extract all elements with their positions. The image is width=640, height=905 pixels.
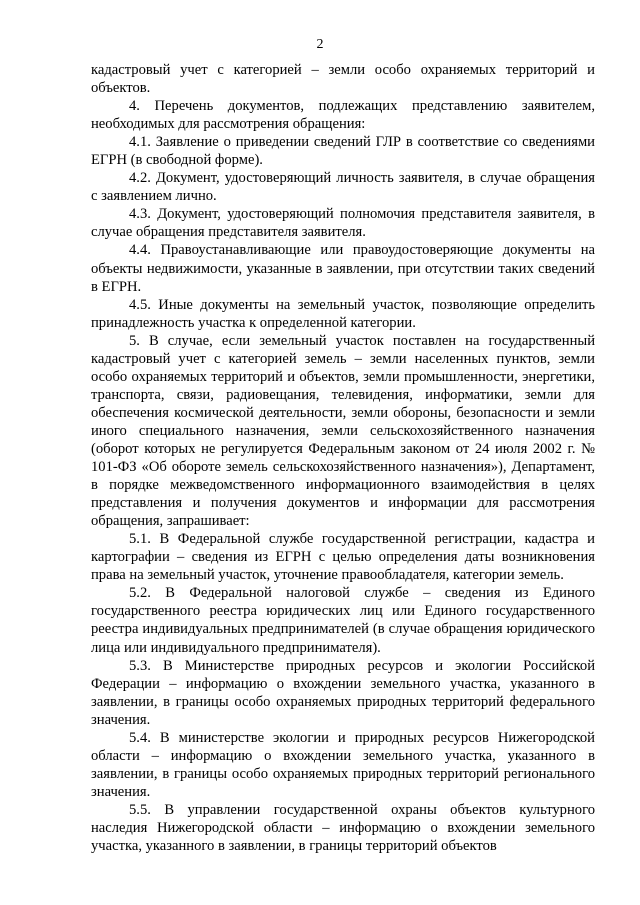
paragraph-item-5: 5. В случае, если земельный участок поставлен на государственный кадастровый учет с категорией земель – земли населенных пунктов, земли особо охраняемых территорий и объектов, земли промышленности, энергетики, транспорта, связи, радиовещания, телевидения, информатики, земли для обеспечения космической деятельности, земли обороны, безопасности и земли иного специального назначения, земли сельскохозяйственного назначения (оборот которых не регулируется Федеральным законом от 24 июля 2002 г. № 101-ФЗ «Об обороте земель сельскохозяйственного назначения»), Департамент, в порядке межведомственного информационного взаимодействия в целях представления и получения документов и информации для рассмотрения обращения, запрашивает:: [91, 332, 595, 530]
paragraph-item-5-2: 5.2. В Федеральной налоговой службе – сведения из Единого государственного реестра юридических лиц или Единого государственного реестра индивидуальных предпринимателей (в случае обращения юридического лица или индивидуального предпринимателя).: [91, 585, 595, 656]
paragraph-continuation: кадастровый учет с категорией – земли особо охраняемых территорий и объектов.: [91, 62, 595, 97]
paragraph-item-5-3: 5.3. В Министерстве природных ресурсов и экологии Российской Федерации – информацию о вхождении земельного участка, указанного в заявлении, в границы особо охраняемых природных территорий федерального значения.: [91, 657, 595, 728]
paragraph-item-4-4: 4.4. Правоустанавливающие или правоудостоверяющие документы на объекты недвижимости, указанные в заявлении, при отсутствии таких сведений в ЕГРН.: [91, 242, 595, 295]
paragraph-item-4-5: 4.5. Иные документы на земельный участок, позволяющие определить принадлежность участка к определенной категории.: [91, 296, 595, 331]
paragraph-item-4: 4. Перечень документов, подлежащих представлению заявителем, необходимых для рассмотрения обращения:: [91, 98, 595, 133]
document-body: [91, 61, 595, 855]
paragraph-item-4-2: 4.2. Документ, удостоверяющий личность заявителя, в случае обращения с заявлением лично.: [91, 170, 595, 205]
paragraph-item-5-5: 5.5. В управлении государственной охраны объектов культурного наследия Нижегородской области – информацию о вхождении земельного участка, указанного в заявлении, в границы территорий объектов: [91, 801, 595, 855]
paragraph-item-5-1: 5.1. В Федеральной службе государственной регистрации, кадастра и картографии – сведения из ЕГРН с целью определения даты возникновения права на земельный участок, уточнение правообладателя, категории земель.: [91, 531, 595, 584]
paragraph-item-4-1: 4.1. Заявление о приведении сведений ГЛР в соответствие со сведениями ЕГРН (в свободной форме).: [91, 134, 595, 169]
paragraph-item-5-4: 5.4. В министерстве экологии и природных ресурсов Нижегородской области – информацию о вхождении земельного участка, указанного в заявлении, в границы особо охраняемых природных территорий регионального значения.: [91, 729, 595, 800]
page-number: 2: [316, 37, 324, 52]
paragraph-item-4-3: 4.3. Документ, удостоверяющий полномочия представителя заявителя, в случае обращения представителя заявителя.: [91, 206, 595, 241]
